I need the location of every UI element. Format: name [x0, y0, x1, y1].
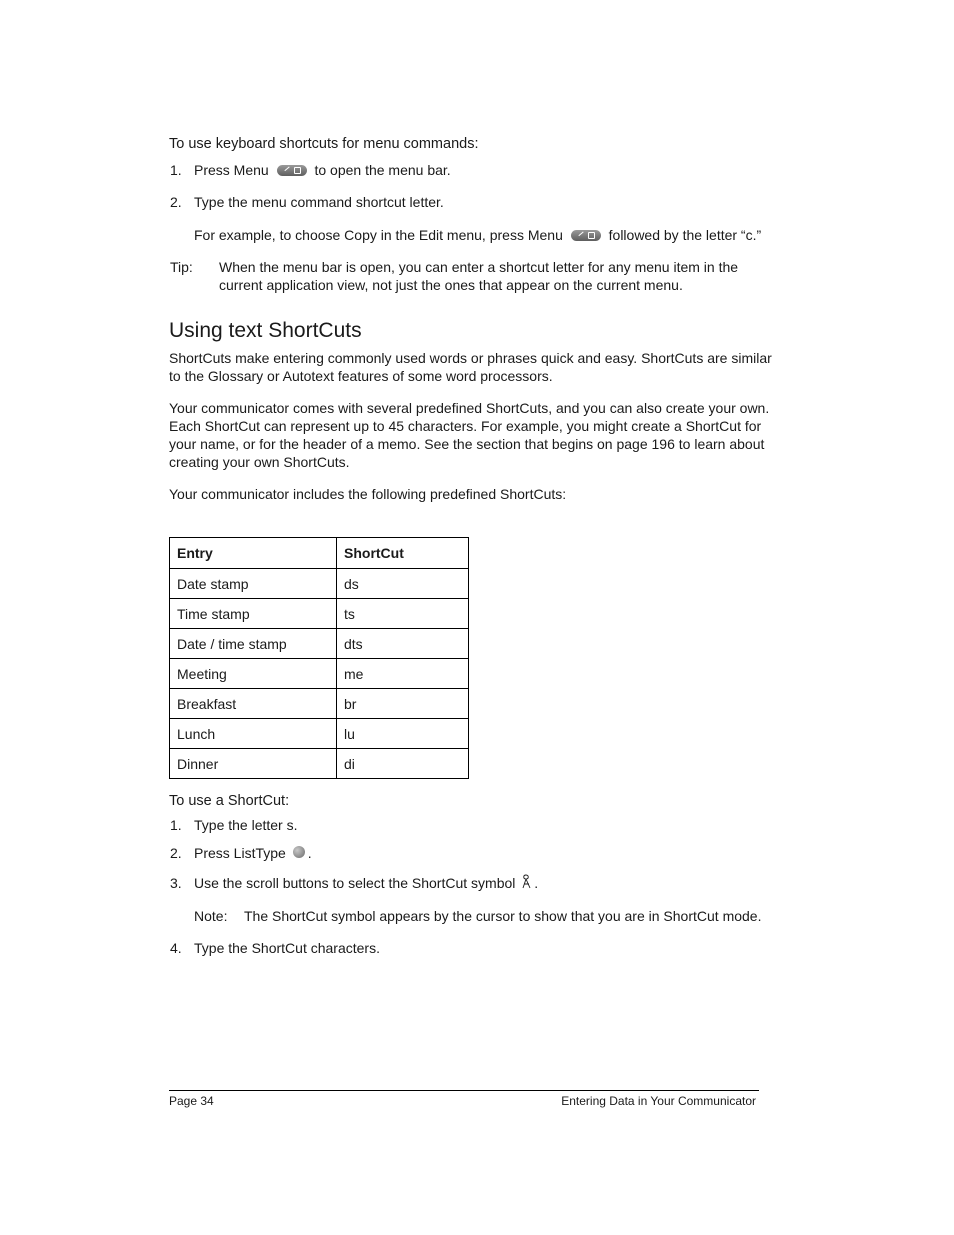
example-text — [194, 226, 761, 244]
table-row — [170, 659, 469, 689]
table-cell-shortcut: dts — [337, 629, 469, 659]
table-cell-entry: Date stamp — [170, 569, 337, 599]
table-cell-shortcut: lu — [337, 719, 469, 749]
table-row — [170, 629, 469, 659]
menu-button-icon — [277, 165, 307, 176]
table-cell-shortcut: me — [337, 659, 469, 689]
step-text: . — [307, 845, 312, 861]
table-row — [170, 749, 469, 779]
page-number: Page 34 — [169, 1094, 214, 1108]
step-text: to open the menu bar. — [314, 162, 451, 178]
section-title: Using text ShortCuts — [169, 319, 362, 342]
chapter-title: Entering Data in Your Communicator — [561, 1094, 756, 1108]
table-cell-entry: Breakfast — [170, 689, 337, 719]
table-header-entry: Entry — [170, 538, 337, 569]
table-cell-entry: Dinner — [170, 749, 337, 779]
shortcut-symbol-icon — [521, 874, 532, 889]
tip-label: Tip: — [170, 259, 193, 275]
step-text: Type the ShortCut characters. — [194, 940, 380, 956]
footer-divider — [169, 1090, 759, 1091]
paragraph-line: ShortCuts make entering commonly used words or phrases quick and easy. ShortCuts are similar — [169, 350, 772, 366]
table-row — [170, 599, 469, 629]
step-number: 2. — [170, 194, 182, 210]
table-cell-entry: Lunch — [170, 719, 337, 749]
example-text-before: For example, to choose Copy in the Edit menu, press Menu — [194, 227, 563, 243]
table-cell-entry: Meeting — [170, 659, 337, 689]
listtype-button-icon — [293, 846, 305, 858]
step-text: Press ListType — [194, 845, 286, 861]
tip-text-line: current application view, not just the ones that appear on the current menu. — [219, 277, 683, 293]
table-cell-shortcut: di — [337, 749, 469, 779]
table-row — [170, 719, 469, 749]
table-cell-shortcut: br — [337, 689, 469, 719]
step-number: 1. — [170, 817, 182, 833]
table-cell-entry: Time stamp — [170, 599, 337, 629]
paragraph-line: Your communicator comes with several predefined ShortCuts, and you can also create your own. — [169, 400, 770, 416]
paragraph-line: Your communicator includes the following predefined ShortCuts: — [169, 486, 567, 502]
table-cell-shortcut: ts — [337, 599, 469, 629]
paragraph-line: creating your own ShortCuts. — [169, 454, 350, 470]
step-text: Press Menu — [194, 162, 269, 178]
note-label: Note: — [194, 908, 228, 924]
paragraph-line: Each ShortCut can represent up to 45 characters. For example, you might create a ShortCut for — [169, 418, 762, 434]
keyboard-shortcuts-heading: To use keyboard shortcuts for menu commands: — [169, 136, 479, 152]
step-text: Type the letter s. — [194, 817, 298, 833]
table-row — [170, 689, 469, 719]
use-shortcut-heading: To use a ShortCut: — [169, 793, 290, 809]
step-text: . — [534, 875, 539, 891]
table-row — [170, 569, 469, 599]
table-header-shortcut: ShortCut — [337, 538, 469, 569]
table-cell-entry: Date / time stamp — [170, 629, 337, 659]
table-cell-shortcut: ds — [337, 569, 469, 599]
step-number: 2. — [170, 845, 182, 861]
menu-button-icon — [571, 230, 601, 241]
step-text: Type the menu command shortcut letter. — [194, 194, 444, 210]
paragraph-line: your name, or for the header of a memo. See the section that begins on page 196 to learn about — [169, 436, 765, 452]
paragraph-line: to the Glossary or Autotext features of some word processors. — [169, 368, 553, 384]
tip-text-line: When the menu bar is open, you can enter a shortcut letter for any menu item in the — [219, 259, 739, 275]
note-text: The ShortCut symbol appears by the cursor to show that you are in ShortCut mode. — [244, 908, 762, 924]
table-header-row — [170, 538, 469, 569]
step-text: Use the scroll buttons to select the ShortCut symbol — [194, 875, 516, 891]
example-text-after: followed by the letter “c.” — [608, 227, 762, 243]
step-number: 3. — [170, 875, 182, 891]
shortcuts-table — [169, 537, 469, 779]
step-number: 4. — [170, 940, 182, 956]
step-number: 1. — [170, 162, 182, 178]
